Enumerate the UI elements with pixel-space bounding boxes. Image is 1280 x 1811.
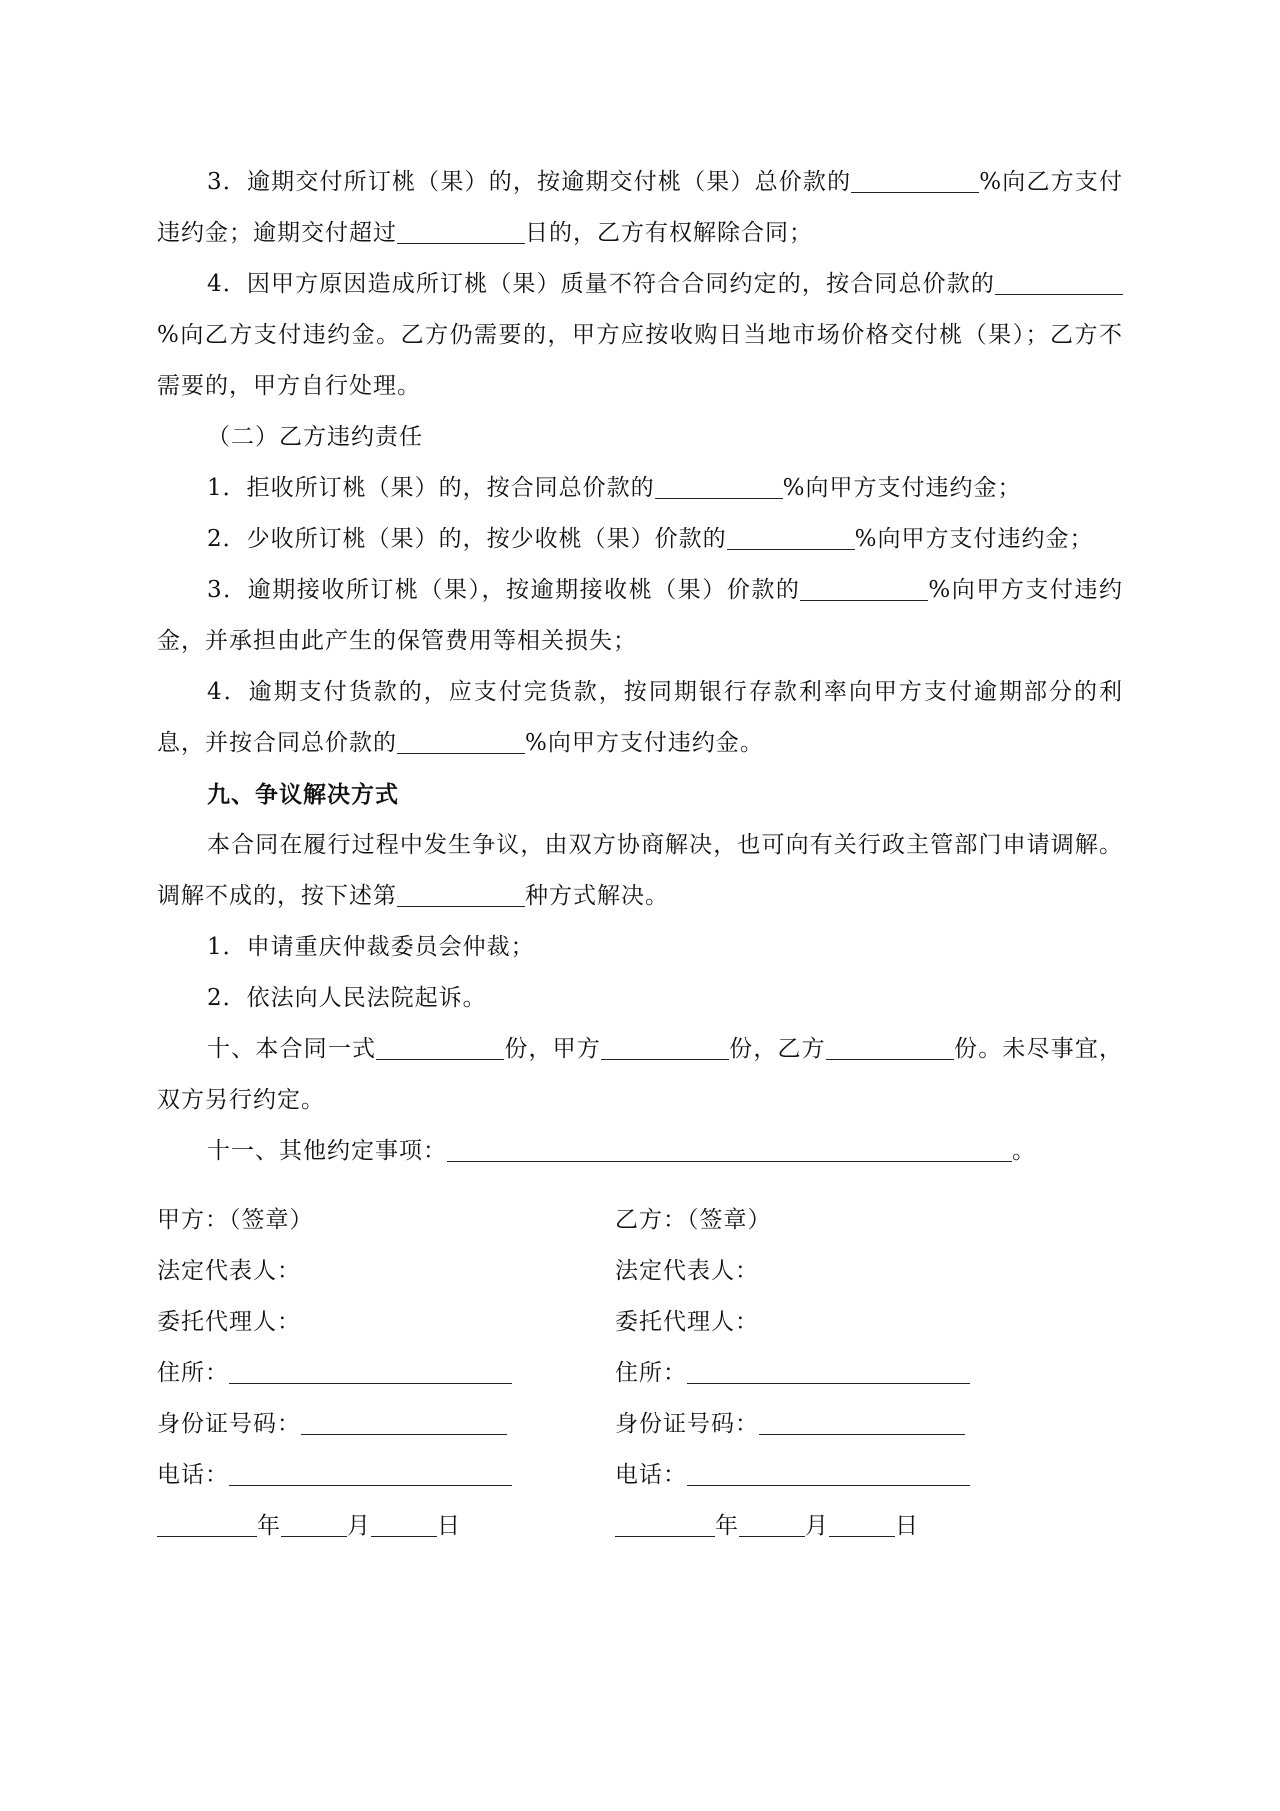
address-label: 住所：	[615, 1360, 687, 1386]
blank-field[interactable]	[655, 474, 783, 499]
clause-text: 十、本合同一式	[207, 1036, 377, 1062]
clause-text: 种方式解决。	[525, 883, 669, 909]
clause-text: %向甲方支付违约金。	[525, 730, 764, 756]
day-field[interactable]	[829, 1512, 895, 1537]
blank-field[interactable]	[397, 729, 525, 754]
blank-field[interactable]	[995, 270, 1123, 295]
party-a-label: 甲方：（签章）	[157, 1207, 314, 1233]
agent-label: 委托代理人：	[615, 1309, 759, 1335]
clause-nine-1: 1．申请重庆仲裁委员会仲裁；	[207, 934, 535, 960]
agent-label: 委托代理人：	[157, 1309, 301, 1335]
clause-text: %向乙方支付违约金。乙方仍需要的，甲方应按收购日当地市场价格交付桃（果）；乙方不需要的，甲方自行处理。	[157, 322, 1123, 399]
clause-text: 3．逾期交付所订桃（果）的，按逾期交付桃（果）总价款的	[207, 169, 852, 195]
clause-text: 本合同在履行过程中发生争议，由双方协商解决，也可向有关行政主管部门申请调解。调解不成的，按下述第	[157, 832, 1123, 909]
clause-text: 份，甲方	[504, 1036, 602, 1062]
address-row	[615, 1348, 1035, 1399]
phone-row	[615, 1450, 1035, 1501]
clause-eleven	[157, 1126, 1123, 1177]
blank-field[interactable]	[447, 1137, 1012, 1162]
clause-a4	[157, 259, 1123, 412]
clause-text: 十一、其他约定事项：	[207, 1138, 447, 1164]
clause-text: 份。未尽事宜，双方另行约定。	[157, 1036, 1124, 1113]
clause-text: 份，乙方	[729, 1036, 826, 1062]
section-title-nine: 九、争议解决方式	[207, 781, 399, 808]
date-row	[615, 1501, 1035, 1552]
year-field[interactable]	[157, 1512, 257, 1537]
address-label: 住所：	[157, 1360, 229, 1386]
clause-b1	[157, 463, 1123, 514]
date-row	[157, 1501, 577, 1552]
phone-row	[157, 1450, 577, 1501]
id-label: 身份证号码：	[615, 1411, 759, 1437]
day-field[interactable]	[371, 1512, 437, 1537]
day-label: 日	[895, 1513, 919, 1539]
legal-rep-label: 法定代表人：	[615, 1258, 759, 1284]
clause-text: %向乙方支付违约金；逾期交付超过	[157, 169, 1123, 246]
phone-label: 电话：	[615, 1462, 687, 1488]
contract-body	[157, 157, 1123, 1177]
clause-nine	[157, 820, 1123, 922]
signature-party-b	[615, 1195, 1035, 1552]
address-field[interactable]	[687, 1359, 970, 1384]
id-field[interactable]	[759, 1410, 965, 1435]
month-label: 月	[805, 1513, 829, 1539]
blank-field[interactable]	[727, 525, 855, 550]
blank-field[interactable]	[601, 1035, 729, 1060]
subsection-title: （二）乙方违约责任	[207, 424, 423, 450]
month-field[interactable]	[739, 1512, 805, 1537]
phone-field[interactable]	[687, 1461, 970, 1486]
month-label: 月	[347, 1513, 371, 1539]
clause-text: 4．因甲方原因造成所订桃（果）质量不符合合同约定的，按合同总价款的	[207, 271, 995, 297]
clause-text: 2．少收所订桃（果）的，按少收桃（果）价款的	[207, 526, 727, 552]
address-field[interactable]	[229, 1359, 512, 1384]
blank-field[interactable]	[397, 219, 525, 244]
clause-text: %向甲方支付违约金；	[782, 475, 1022, 501]
clause-text: 日的，乙方有权解除合同；	[525, 220, 813, 246]
clause-text: %向甲方支付违约金；	[854, 526, 1094, 552]
clause-nine-2: 2．依法向人民法院起诉。	[207, 985, 487, 1011]
clause-b3	[157, 565, 1123, 667]
clause-ten	[157, 1024, 1123, 1126]
clause-a3	[157, 157, 1123, 259]
clause-b4	[157, 667, 1123, 769]
party-b-label: 乙方：（签章）	[615, 1207, 772, 1233]
id-field[interactable]	[301, 1410, 507, 1435]
signature-party-a	[157, 1195, 577, 1552]
month-field[interactable]	[281, 1512, 347, 1537]
id-row	[157, 1399, 577, 1450]
phone-field[interactable]	[229, 1461, 512, 1486]
phone-label: 电话：	[157, 1462, 229, 1488]
blank-field[interactable]	[376, 1035, 504, 1060]
clause-text: 3．逾期接收所订桃（果），按逾期接收桃（果）价款的	[207, 577, 801, 603]
address-row	[157, 1348, 577, 1399]
blank-field[interactable]	[826, 1035, 954, 1060]
clause-text: 。	[1012, 1138, 1036, 1164]
clause-text: %向甲方支付违约金，并承担由此产生的保管费用等相关损失；	[157, 577, 1123, 654]
blank-field[interactable]	[800, 576, 928, 601]
clause-text: 4．逾期支付货款的，应支付完货款，按同期银行存款利率向甲方支付逾期部分的利息，并按合同总价款的	[157, 679, 1123, 756]
id-row	[615, 1399, 1035, 1450]
legal-rep-label: 法定代表人：	[157, 1258, 301, 1284]
year-label: 年	[257, 1513, 281, 1539]
blank-field[interactable]	[851, 168, 979, 193]
year-field[interactable]	[615, 1512, 715, 1537]
clause-b2	[157, 514, 1123, 565]
year-label: 年	[715, 1513, 739, 1539]
blank-field[interactable]	[397, 882, 525, 907]
day-label: 日	[437, 1513, 461, 1539]
id-label: 身份证号码：	[157, 1411, 301, 1437]
clause-text: 1．拒收所订桃（果）的，按合同总价款的	[207, 475, 655, 501]
